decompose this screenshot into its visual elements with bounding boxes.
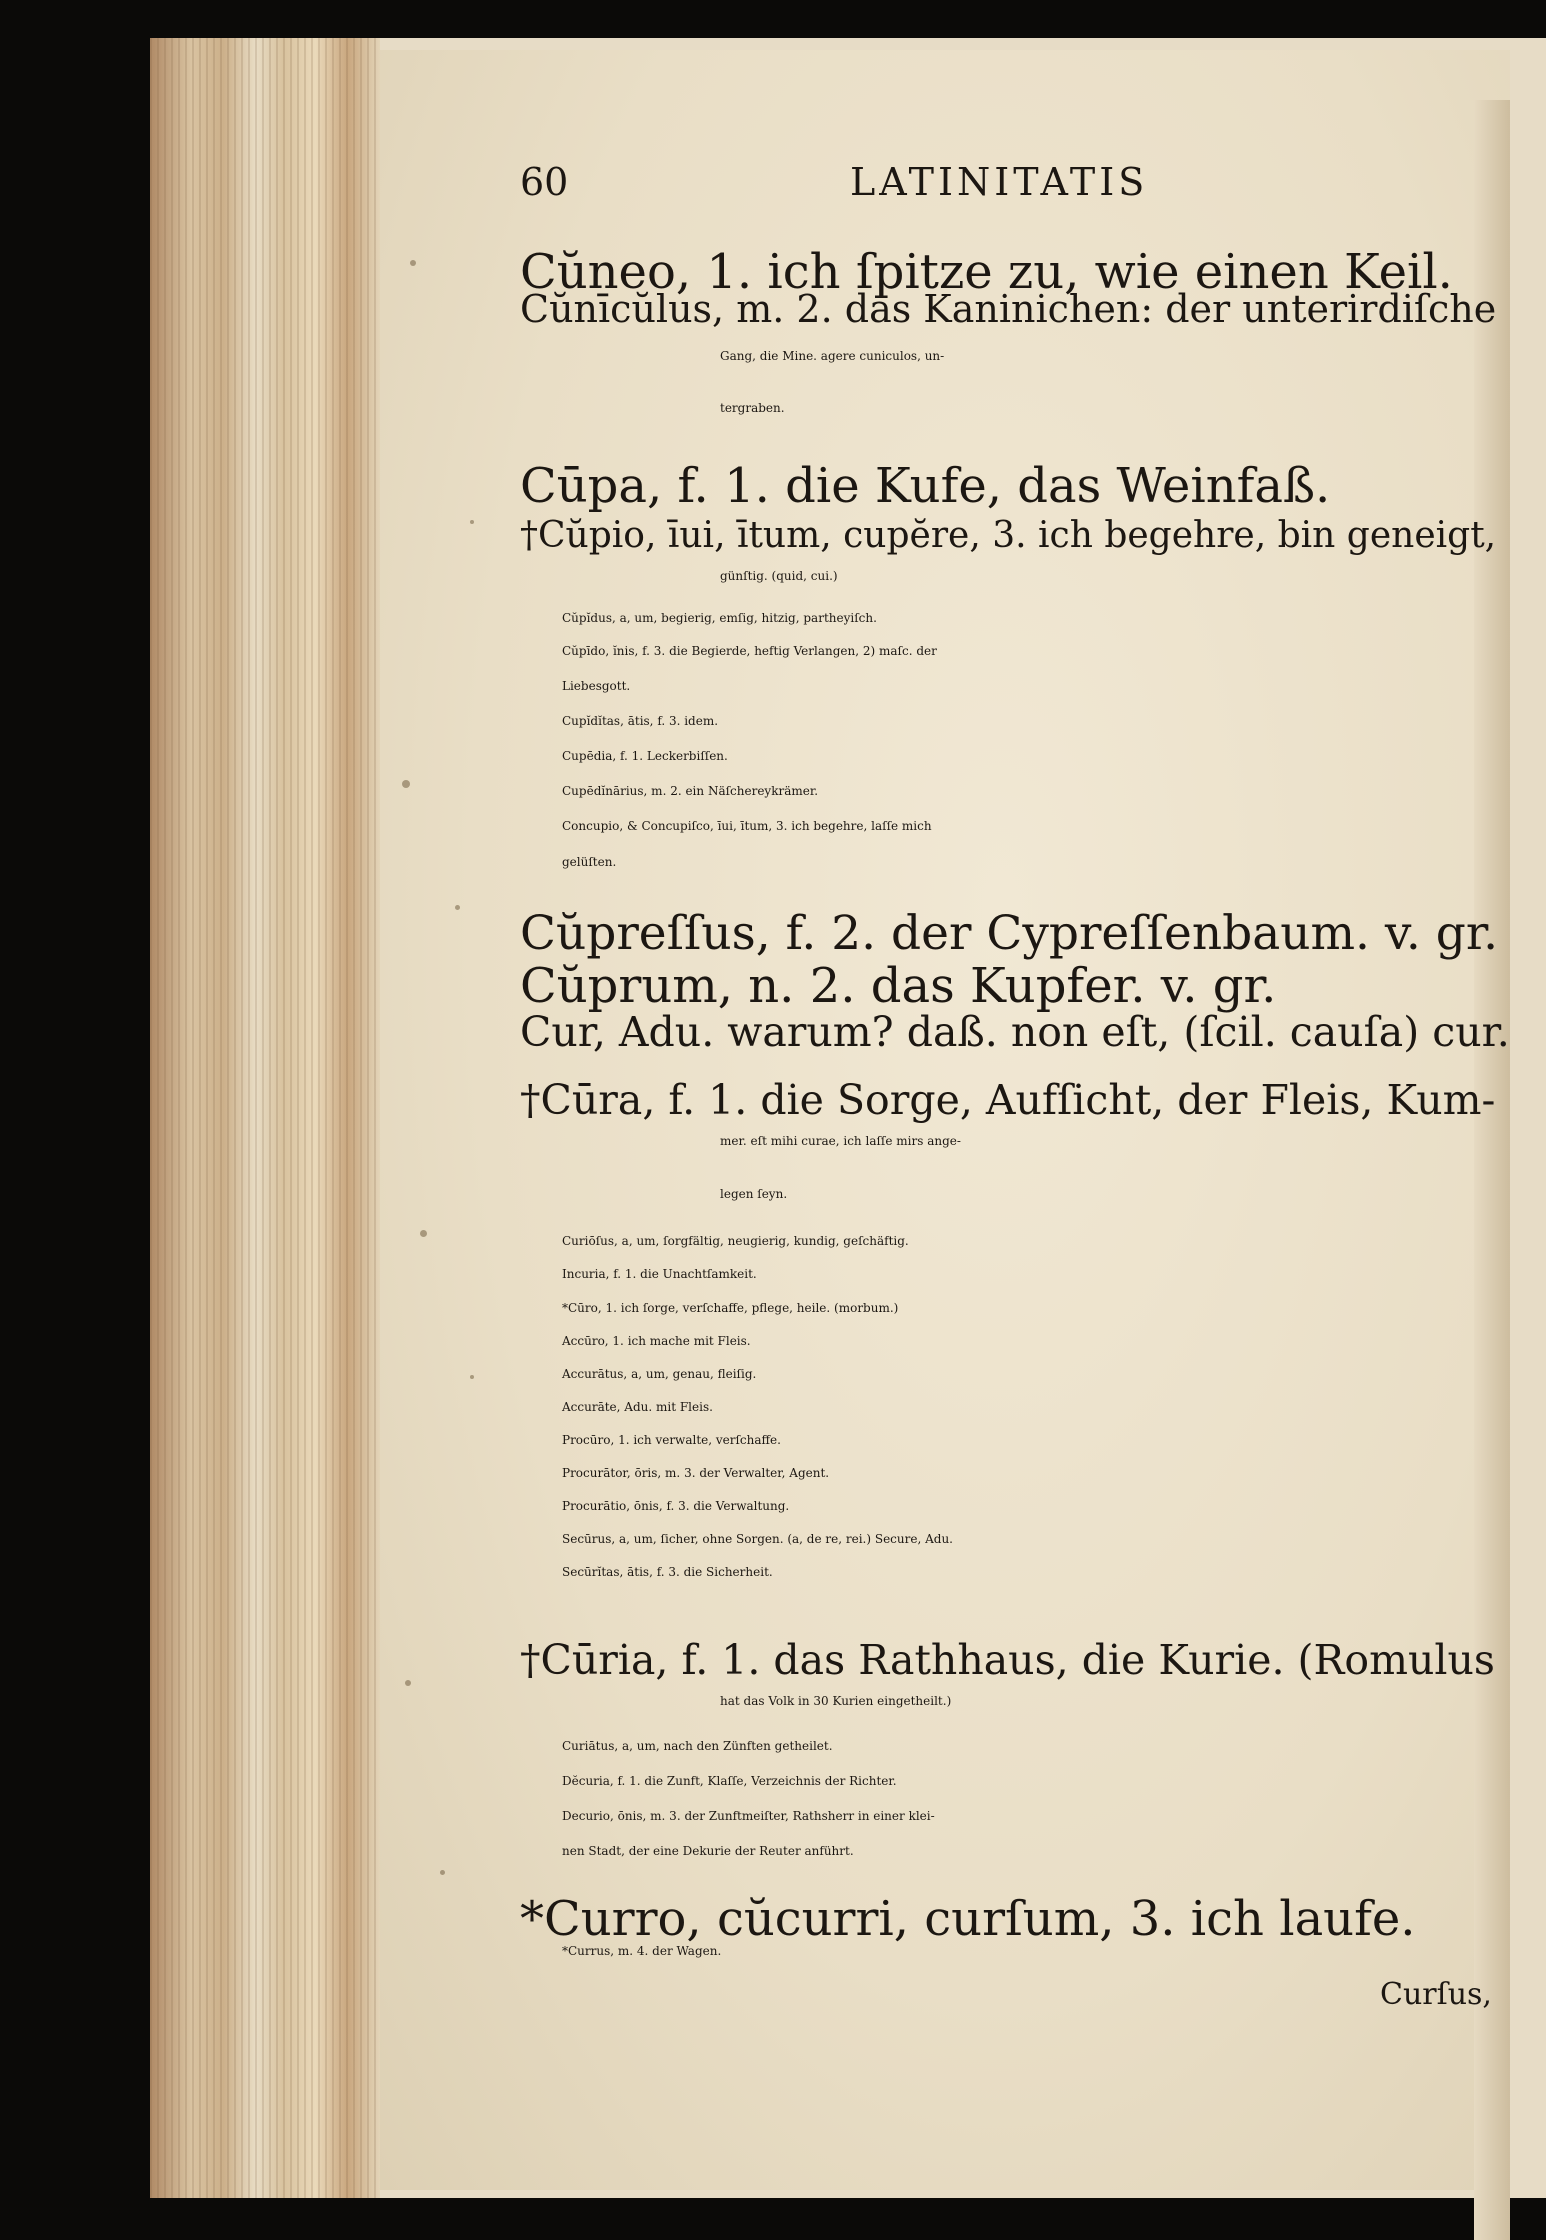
entry-line: legen ſeyn. <box>720 1187 788 1201</box>
entry-line: †Cūria, f. 1. das Rathhaus, die Kurie. (Romulus <box>520 1636 1495 1684</box>
entry-line: Cūpa, f. 1. die Kufe, das Weinfaß. <box>520 458 1331 514</box>
entry-line: Cŭnīcŭlus, m. 2. das Kaninichen: der unterirdiſche <box>520 287 1497 331</box>
entry-line: Concupio, & Concupiſco, īui, ītum, 3. ich begehre, laſſe mich <box>562 819 932 833</box>
entry-line: Cŭpreſſus, f. 2. der Cypreſſenbaum. v. gr. <box>520 906 1499 961</box>
catchword: Curſus, <box>1380 1977 1492 2012</box>
entry-line: Secūrus, a, um, ſicher, ohne Sorgen. (a, de re, rei.) Secure, Adu. <box>562 1532 953 1546</box>
entry-line: günſtig. (quid, cui.) <box>720 569 838 583</box>
entry-line: Cupēdia, f. 1. Leckerbiſſen. <box>562 749 728 763</box>
entry-line: Procurātio, ōnis, f. 3. die Verwaltung. <box>562 1499 790 1513</box>
entry-line: Liebesgott. <box>562 679 631 693</box>
entry-line: Procurātor, ōris, m. 3. der Verwalter, Agent. <box>562 1466 830 1480</box>
entry-line: Gang, die Mine. agere cuniculos, un- <box>720 349 945 363</box>
page-number: 60 <box>520 160 569 204</box>
entry-line: *Curro, cŭcurri, curſum, 3. ich laufe. <box>520 1891 1416 1947</box>
running-title: LATINITATIS <box>850 160 1149 204</box>
entry-line: Procūro, 1. ich verwalte, verſchaffe. <box>562 1433 781 1447</box>
entry-line: Dĕcuria, f. 1. die Zunft, Klaſſe, Verzeichnis der Richter. <box>562 1774 897 1788</box>
entry-line: nen Stadt, der eine Dekurie der Reuter anführt. <box>562 1844 854 1858</box>
entry-line: *Cūro, 1. ich ſorge, verſchaffe, pflege, heile. (morbum.) <box>562 1301 899 1315</box>
running-header <box>520 160 1500 210</box>
entry-line: Cŭneo, 1. ich ſpitze zu, wie einen Keil. <box>520 244 1453 300</box>
entry-line: Decurio, ōnis, m. 3. der Zunftmeiſter, Rathsherr in einer klei- <box>562 1809 935 1823</box>
entry-line: Accurātus, a, um, genau, fleiſig. <box>562 1367 757 1381</box>
entry-line: Curiātus, a, um, nach den Zünften getheilet. <box>562 1739 833 1753</box>
entry-line: †Cūra, f. 1. die Sorge, Aufſicht, der Fleis, Kum- <box>520 1076 1496 1124</box>
entry-line: Cupēdĭnārius, m. 2. ein Näſchereykrämer. <box>562 784 819 798</box>
entry-line: Cŭpĭdus, a, um, begierig, emſig, hitzig, partheyiſch. <box>562 611 877 625</box>
entry-line: Cur, Adu. warum? daß. non eſt, (ſcil. cauſa) cur. <box>520 1008 1510 1056</box>
entry-line: hat das Volk in 30 Kurien eingetheilt.) <box>720 1694 952 1708</box>
entry-line: Curiōſus, a, um, ſorgfältig, neugierig, kundig, geſchäftig. <box>562 1234 909 1248</box>
entry-line: Secūrĭtas, ātis, f. 3. die Sicherheit. <box>562 1565 773 1579</box>
entry-line: Cupĭdĭtas, ātis, f. 3. idem. <box>562 714 719 728</box>
entry-line: gelüſten. <box>562 855 617 869</box>
entry-line: Cŭpīdo, ĭnis, f. 3. die Begierde, heftig Verlangen, 2) maſc. der <box>562 644 937 658</box>
entry-line: Incuria, f. 1. die Unachtſamkeit. <box>562 1267 757 1281</box>
entry-line: Cŭprum, n. 2. das Kupfer. v. gr. <box>520 958 1277 1014</box>
entry-line: tergraben. <box>720 401 785 415</box>
entry-line: *Currus, m. 4. der Wagen. <box>562 1944 722 1958</box>
entry-line: †Cŭpio, īui, ītum, cupĕre, 3. ich begehre, bin geneigt, <box>520 515 1497 556</box>
entry-line: Accūro, 1. ich mache mit Fleis. <box>562 1334 751 1348</box>
entry-line: mer. eſt mihi curae, ich laſſe mirs ange- <box>720 1134 961 1148</box>
entry-line: Accurāte, Adu. mit Fleis. <box>562 1400 713 1414</box>
